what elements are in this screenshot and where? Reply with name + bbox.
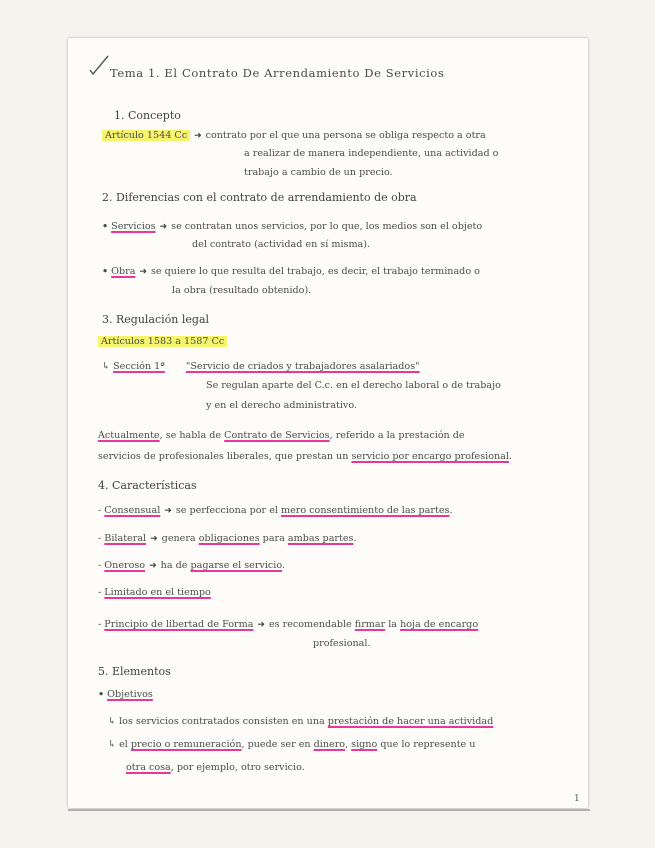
period: . <box>449 505 453 516</box>
concepto-text-3: trabajo a cambio de un precio. <box>244 167 393 178</box>
oneroso-text: ha de <box>160 560 191 571</box>
seccion-label: Sección 1ª <box>113 361 165 372</box>
bilateral-label: Bilateral <box>104 533 147 544</box>
article-1544-label: Artículo 1544 Cc <box>102 130 190 141</box>
objetivos-text-1 <box>108 716 493 728</box>
period: . <box>281 560 286 571</box>
period: . <box>508 451 512 462</box>
arrow-right-icon: ➜ <box>139 267 147 277</box>
seccion-text-2: y en el derecho administrativo. <box>206 400 357 411</box>
actualmente-row-2 <box>98 451 512 463</box>
objetivos-text-3a: , por ejemplo, otro servicio. <box>170 762 305 773</box>
oneroso-label: Oneroso <box>104 560 146 571</box>
articulos-1583-label: Artículos 1583 a 1587 Cc <box>98 336 227 347</box>
objetivos-row: • Objetivos <box>98 689 153 700</box>
caract-consensual: - Consensual ➜ se perfecciona por el mero consentimiento de las partes. <box>98 505 453 516</box>
caract-oneroso: - Oneroso ➜ ha de pagarse el servicio. <box>98 560 286 571</box>
para-word: para <box>259 533 288 544</box>
forma-text-2: profesional. <box>313 638 371 649</box>
actualmente-text-c: servicios de profesionales liberales, que prestan un <box>98 451 352 462</box>
pagarse-term: pagarse el servicio <box>190 560 282 571</box>
servicios-text-2: del contrato (actividad en sí misma). <box>192 239 371 250</box>
notebook-page <box>68 38 588 808</box>
arrow-right-icon: ➜ <box>257 620 265 630</box>
servicios-row-1: • Servicios ➜ se contratan unos servicios, por lo que, los medios son el objeto <box>102 221 483 232</box>
la-word: la <box>385 619 401 630</box>
forma-text: es recomendable <box>268 619 355 630</box>
sub-arrow-icon: ↳ <box>108 739 117 750</box>
arrow-right-icon: ➜ <box>149 561 157 571</box>
contrato-servicios-term: Contrato de Servicios <box>224 430 330 441</box>
arrow-right-icon: ➜ <box>150 534 158 544</box>
ambas-partes-term: ambas partes <box>287 533 354 544</box>
objetivos-text-1a: los servicios contratados consisten en una <box>119 716 328 727</box>
caract-forma: - Principio de libertad de Forma ➜ es recomendable firmar la hoja de encargo <box>98 619 479 630</box>
el-word: el <box>119 739 131 750</box>
obra-label: Obra <box>111 266 136 277</box>
objetivos-text-2b: que lo represente u <box>377 739 476 750</box>
actualmente-row-1 <box>98 430 465 442</box>
bilateral-text: genera <box>161 533 199 544</box>
consensual-text: se perfecciona por el <box>175 505 281 516</box>
heading-caracteristicas: 4. Características <box>98 479 197 492</box>
arrow-right-icon: ➜ <box>159 222 168 232</box>
page-bottom-rule <box>68 809 590 811</box>
concepto-text-1: contrato por el que una persona se obliga respecto a otra <box>205 130 486 141</box>
caract-limitado: - Limitado en el tiempo <box>98 587 211 598</box>
caract-bilateral: - Bilateral ➜ genera obligaciones para ambas partes. <box>98 533 357 544</box>
consensual-label: Consensual <box>104 505 161 516</box>
check-mark-icon <box>88 54 110 76</box>
concepto-row-1 <box>102 130 486 142</box>
concepto-text-2: a realizar de manera independiente, una actividad o <box>244 148 499 159</box>
obra-text-2: la obra (resultado obtenido). <box>172 285 312 296</box>
actualmente-text-b: , referido a la prestación de <box>329 430 465 441</box>
heading-diferencias: 2. Diferencias con el contrato de arrendamiento de obra <box>102 191 417 204</box>
actualmente-text-a: , se habla de <box>159 430 225 441</box>
seccion-quote: "Servicio de criados y trabajadores asalariados" <box>185 361 420 372</box>
servicios-text-1: se contratan unos servicios, por lo que, los medios son el objeto <box>171 221 483 232</box>
page-number: 1 <box>574 794 580 804</box>
hoja-encargo-term: hoja de encargo <box>400 619 479 630</box>
heading-elementos: 5. Elementos <box>98 665 171 678</box>
obra-text-1: se quiere lo que resulta del trabajo, es decir, el trabajo terminado o <box>151 266 480 277</box>
dinero-term: dinero <box>313 739 346 750</box>
otra-cosa-term: otra cosa <box>126 762 171 773</box>
sub-arrow-icon: ↳ <box>108 716 117 727</box>
servicio-encargo-term: servicio por encargo profesional <box>351 451 509 462</box>
precio-term: precio o remuneración <box>130 739 242 750</box>
objetivos-text-2a: , puede ser en <box>241 739 314 750</box>
signo-term: signo <box>351 739 378 750</box>
consentimiento-term: mero consentimiento de las partes <box>280 505 450 516</box>
heading-regulacion: 3. Regulación legal <box>102 313 210 326</box>
seccion-text-1: Se regulan aparte del C.c. en el derecho laboral o de trabajo <box>206 380 501 391</box>
comma: , <box>345 739 352 750</box>
page-title: Tema 1. El Contrato De Arrendamiento De Servicios <box>110 66 445 80</box>
obligaciones-term: obligaciones <box>198 533 260 544</box>
arrow-right-icon: ➜ <box>194 131 202 141</box>
actualmente-word: Actualmente <box>98 430 160 441</box>
objetivos-label: Objetivos <box>107 689 153 700</box>
sub-arrow-icon: ↳ <box>102 361 111 372</box>
servicios-label: Servicios <box>111 221 156 232</box>
obra-row-1: • Obra ➜ se quiere lo que resulta del trabajo, es decir, el trabajo terminado o <box>102 266 480 277</box>
firmar-term: firmar <box>354 619 386 630</box>
arrow-right-icon: ➜ <box>164 506 172 516</box>
forma-label: Principio de libertad de Forma <box>104 619 254 630</box>
objetivos-text-3 <box>126 762 305 774</box>
limitado-label: Limitado en el tiempo <box>104 587 211 598</box>
seccion-row <box>102 361 420 373</box>
articulos-label-row <box>98 336 227 348</box>
period: . <box>353 533 357 544</box>
prestacion-term: prestación de hacer una actividad <box>327 716 494 727</box>
objetivos-text-2 <box>108 739 475 751</box>
heading-concepto: 1. Concepto <box>114 109 181 122</box>
